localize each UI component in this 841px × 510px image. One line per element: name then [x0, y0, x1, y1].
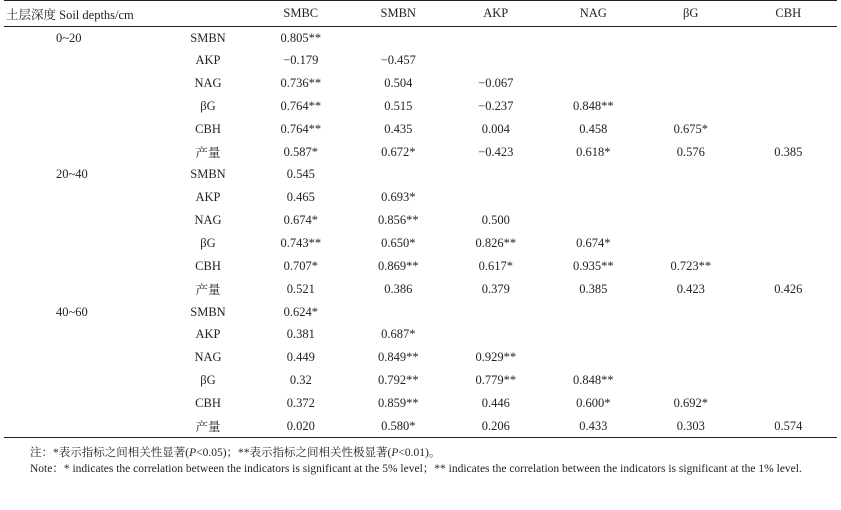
value-cell: −0.423 [478, 144, 514, 159]
value-cell [740, 186, 838, 209]
value-cell: 0.381 [286, 327, 315, 342]
value-cell [447, 301, 545, 324]
value-cell: 0.929** [475, 350, 517, 365]
value-cell [740, 95, 838, 118]
table-row [4, 186, 837, 209]
value-cell [545, 49, 643, 72]
indicator-cell: 产量 [164, 415, 252, 438]
value-cell [740, 392, 838, 415]
table-row [4, 301, 837, 324]
indicator-cell: SMBN [190, 304, 226, 319]
table-row [4, 369, 837, 392]
value-cell: 0.521 [286, 281, 315, 296]
indicator-cell: βG [200, 236, 216, 251]
note-cn-p2: P [391, 447, 399, 460]
header-col-1: SMBC [252, 1, 350, 27]
value-cell [642, 95, 740, 118]
value-cell: −0.179 [283, 53, 319, 68]
value-cell [642, 323, 740, 346]
correlation-table [4, 0, 837, 438]
indicator-cell: 产量 [195, 146, 221, 161]
value-cell [740, 255, 838, 278]
value-cell: 0.736** [280, 76, 322, 91]
value-cell: −0.457 [380, 53, 416, 68]
value-cell: 0.446 [481, 395, 510, 410]
depth-cell [4, 209, 164, 232]
value-cell [642, 369, 740, 392]
value-cell [447, 49, 545, 72]
note-cn-prefix: 注：*表示指标之间相关性显著( [30, 447, 190, 460]
table-row [4, 232, 837, 255]
header-col-2: SMBN [350, 1, 448, 27]
indicator-cell: βG [200, 373, 216, 388]
value-cell [642, 164, 740, 187]
table-row [4, 323, 837, 346]
depth-cell [4, 95, 164, 118]
value-cell: 0.650* [381, 236, 416, 251]
value-cell: 0.764** [280, 98, 322, 113]
indicator-cell: NAG [194, 76, 222, 91]
depth-cell [4, 415, 164, 438]
value-cell [545, 186, 643, 209]
depth-cell [4, 323, 164, 346]
value-cell [740, 301, 838, 324]
value-cell: 0.675* [673, 121, 708, 136]
value-cell [545, 301, 643, 324]
value-cell [545, 323, 643, 346]
value-cell [350, 164, 448, 187]
value-cell [447, 186, 545, 209]
indicator-cell: NAG [194, 213, 222, 228]
table-row [4, 49, 837, 72]
value-cell [642, 186, 740, 209]
depth-cell: 0~20 [56, 30, 82, 45]
value-cell: 0.723** [670, 258, 712, 273]
value-cell: 0.449 [286, 350, 315, 365]
table-row [4, 141, 837, 164]
value-cell: 0.580* [350, 415, 448, 438]
table-notes [4, 445, 837, 477]
table-row [4, 415, 837, 438]
indicator-cell: CBH [195, 395, 221, 410]
value-cell: 0.617* [478, 258, 513, 273]
table-row [4, 27, 837, 50]
value-cell: 0.576 [676, 144, 705, 159]
depth-cell [4, 255, 164, 278]
value-cell [350, 27, 448, 50]
table-row [4, 346, 837, 369]
value-cell: 0.372 [286, 395, 315, 410]
table-row [4, 164, 837, 187]
value-cell: 0.687* [381, 327, 416, 342]
value-cell [642, 209, 740, 232]
table-row [4, 72, 837, 95]
value-cell: 0.792** [377, 373, 419, 388]
indicator-cell: AKP [195, 327, 221, 342]
value-cell [642, 301, 740, 324]
value-cell: 0.545 [286, 167, 315, 182]
value-cell [447, 323, 545, 346]
value-cell: 0.869** [377, 258, 419, 273]
indicator-cell: CBH [195, 258, 221, 273]
note-cn-p2-rest: <0.01)。 [398, 447, 441, 460]
note-chinese [4, 445, 837, 461]
value-cell [545, 164, 643, 187]
value-cell: 0.004 [481, 121, 510, 136]
note-english: Note：* indicates the correlation between the indicators is significant at the 5% level；** indicates the correlation between the indicators is significant at the 1% level. [30, 463, 802, 476]
indicator-cell: βG [200, 98, 216, 113]
value-cell: 0.433 [545, 415, 643, 438]
value-cell [642, 49, 740, 72]
value-cell [545, 27, 643, 50]
header-row [4, 1, 837, 27]
value-cell: 0.32 [289, 373, 312, 388]
value-cell: 0.848** [572, 98, 614, 113]
depth-cell [4, 72, 164, 95]
indicator-cell: AKP [195, 53, 221, 68]
depth-cell [4, 346, 164, 369]
value-cell: 0.805** [280, 30, 322, 45]
indicator-cell: CBH [195, 121, 221, 136]
value-cell: 0.500 [481, 213, 510, 228]
depth-cell: 20~40 [56, 167, 88, 182]
value-cell: −0.067 [478, 76, 514, 91]
value-cell [642, 346, 740, 369]
value-cell [740, 164, 838, 187]
depth-cell [4, 141, 164, 164]
value-cell: 0.779** [475, 373, 517, 388]
value-cell [545, 346, 643, 369]
value-cell: 0.935** [572, 258, 614, 273]
depth-cell [4, 392, 164, 415]
value-cell [740, 369, 838, 392]
value-cell: 0.693* [381, 190, 416, 205]
value-cell [740, 232, 838, 255]
value-cell [447, 27, 545, 50]
indicator-cell: NAG [194, 350, 222, 365]
depth-cell [4, 232, 164, 255]
value-cell: 0.600* [576, 395, 611, 410]
value-cell [447, 164, 545, 187]
value-cell [545, 209, 643, 232]
table-row [4, 392, 837, 415]
depth-cell [4, 369, 164, 392]
value-cell [740, 27, 838, 50]
value-cell: 0.624* [283, 304, 318, 319]
value-cell: 0.465 [286, 190, 315, 205]
depth-cell [4, 49, 164, 72]
value-cell [350, 301, 448, 324]
value-cell: 0.385 [774, 144, 803, 159]
table-body [4, 27, 837, 438]
table-row [4, 118, 837, 141]
value-cell: 0.674* [576, 236, 611, 251]
table-row [4, 278, 837, 301]
value-cell: 0.848** [572, 373, 614, 388]
header-col-5: βG [642, 1, 740, 27]
header-depth: 土层深度 Soil depths/cm [4, 1, 164, 27]
value-cell: 0.020 [252, 415, 350, 438]
value-cell: 0.764** [280, 121, 322, 136]
indicator-cell: AKP [195, 190, 221, 205]
value-cell [642, 27, 740, 50]
value-cell: 0.386 [384, 281, 413, 296]
value-cell: 0.672* [381, 144, 416, 159]
table-row [4, 255, 837, 278]
value-cell: 0.618* [576, 144, 611, 159]
depth-cell [4, 278, 164, 301]
value-cell: 0.743** [280, 236, 322, 251]
header-col-6: CBH [740, 1, 838, 27]
value-cell: 0.504 [384, 76, 413, 91]
value-cell [642, 72, 740, 95]
depth-cell [4, 186, 164, 209]
note-cn-p1: P [189, 447, 197, 460]
value-cell: 0.574 [740, 415, 838, 438]
value-cell: 0.423 [676, 281, 705, 296]
value-cell [740, 209, 838, 232]
value-cell: 0.515 [384, 98, 413, 113]
note-cn-p1-rest: <0.05)；**表示指标之间相关性极显著( [196, 447, 392, 460]
indicator-cell: SMBN [190, 167, 226, 182]
value-cell: −0.237 [478, 98, 514, 113]
value-cell: 0.674* [283, 213, 318, 228]
value-cell [740, 323, 838, 346]
value-cell: 0.458 [579, 121, 608, 136]
value-cell: 0.303 [642, 415, 740, 438]
table-row [4, 95, 837, 118]
depth-cell: 40~60 [56, 304, 88, 319]
value-cell [740, 118, 838, 141]
indicator-cell: 产量 [195, 283, 221, 298]
indicator-cell: SMBN [190, 30, 226, 45]
value-cell [740, 72, 838, 95]
table-row [4, 209, 837, 232]
value-cell: 0.379 [481, 281, 510, 296]
value-cell: 0.435 [384, 121, 413, 136]
value-cell: 0.587* [283, 144, 318, 159]
value-cell: 0.849** [377, 350, 419, 365]
header-col-3: AKP [447, 1, 545, 27]
value-cell: 0.426 [774, 281, 803, 296]
value-cell [545, 72, 643, 95]
header-col-4: NAG [545, 1, 643, 27]
value-cell: 0.859** [377, 395, 419, 410]
header-indicator [164, 1, 252, 27]
value-cell [740, 346, 838, 369]
depth-cell [4, 118, 164, 141]
value-cell: 0.856** [377, 213, 419, 228]
value-cell: 0.826** [475, 236, 517, 251]
value-cell [740, 49, 838, 72]
correlation-table-figure [4, 0, 837, 477]
value-cell [642, 232, 740, 255]
value-cell: 0.206 [447, 415, 545, 438]
value-cell: 0.692* [673, 395, 708, 410]
value-cell: 0.707* [283, 258, 318, 273]
value-cell: 0.385 [579, 281, 608, 296]
table-header [4, 1, 837, 27]
